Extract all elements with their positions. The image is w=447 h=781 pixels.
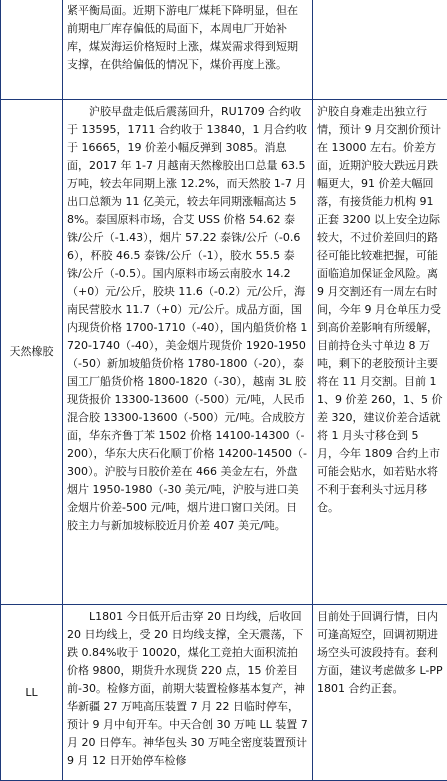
table-row-ll [1, 605, 447, 781]
ll-commentary-cell [63, 605, 313, 781]
ll-commentary-text: L1801 今日低开后击穿 20 日均线，后收回 20 日均线上，受 20 日均线支撑，全天震荡，下跌 0.84%收于 10020，煤化工竞拍大面积流拍价格 9800，期货升水现货 220 点，15 价差目前-30。检修方面，前期大装置检修基本复产，神华新疆 27 万吨高压装置 7 月 22 日临时停车，预计 9 月中旬开车。中天合创 30 万吨 LL 装置 7 月 20 日停车。神华包头 30 万吨全密度装置预计 9 月 12 日开始停车检修 [67, 608, 308, 770]
market-commentary-cell: 紧平衡局面。近期下游电厂煤耗下降明显，但在前期电厂库存偏低的局面下，本周电厂开始补库，煤炭海运价格短时上涨，煤炭需求得到短期支撑，在供给偏低的情况下，煤价再度上涨。 [63, 0, 313, 100]
table-row-natural-rubber [1, 100, 447, 605]
strategy-cell [313, 0, 447, 100]
table-row-coal-continuation [1, 0, 447, 100]
row-label [1, 0, 63, 100]
row-label-natural-rubber: 天然橡胶 [1, 100, 63, 605]
natural-rubber-commentary-cell [63, 100, 313, 605]
row-label-ll: LL [1, 605, 63, 781]
ll-strategy-cell: 目前处于回调行情，日内可逢高短空，回调初期进场空头可波段持有。套利方面，建议考虑做多 L-PP1801 合约正套。 [313, 605, 447, 781]
natural-rubber-commentary-text: 沪胶早盘走低后震荡回升，RU1709 合约收于 13595，1711 合约收于 13840，1 月合约收于 16665，19 价差小幅反弹到 3085。消息面，2017 年 1-7 月越南天然橡胶出口总量 63.5 万吨，较去年同期上涨 12.2%，而天然胶 1-7 月出口总额为 11 亿美元，较去年同期涨幅高达 58%。泰国原料市场，合艾 USS 价格 54.62 泰铢/公斤（-1.43），烟片 57.22 泰铢/公斤（-0.66），杯胶 46.5 泰铢/公斤（-1），胶水 55.5 泰铢/公斤（-0.5）。国内原料市场云南胶水 14.2（+0）元/公斤，胶块 11.6（-0.2）元/公斤，海南民营胶水 11.7（+0）元/公斤。成品方面，国内现货价格 1700-1710（-40），国内船货价格 1720-1740（-40），美金烟片现货价 1920-1950（-50）新加坡船货价格 1780-1800（-20），泰国工厂船货价格 1800-1820（-30），越南 3L 胶现货报价 13300-13600（-500）元/吨，人民币混合胶 13300-13600（-500）元/吨。合成胶方面，华东齐鲁丁苯 1502 价格 14100-14300（-200），华东大庆石化顺丁价格 14200-14500（-300）。沪胶与日胶价差在 466 美金左右，外盘烟片 1950-1980（-30 美元/吨，沪胶与进口美金烟片价差-500 元/吨，烟片进口窗口关闭。日胶主力与新加坡标胶近月价差 407 美元/吨。 [67, 103, 308, 535]
natural-rubber-strategy-cell: 沪胶自身难走出独立行情，预计 9 月交割价预计在 13000 左右。价差方面，近期沪胶大跌远月跌幅更大，91 价差大幅回落，有接货能力机构 91 正套 3200 以上安全边际较大，不过价差回归的路径可能比较难把握，可能面临追加保证金风险。离 9 月交割还有一周左右时间，今年 9 月仓单压力受到高价差影响有所缓解，目前持仓头寸单边 8 万吨，剩下的老胶预计主要将在 11 月交割。目前 11、9 价差 260，1、5 价差 320，建议价差合适就将 1 月头寸移仓到 5 月，今年 1809 合约上市可能会贴水，如若贴水将不利于套利头寸远月移仓。 [313, 100, 447, 605]
